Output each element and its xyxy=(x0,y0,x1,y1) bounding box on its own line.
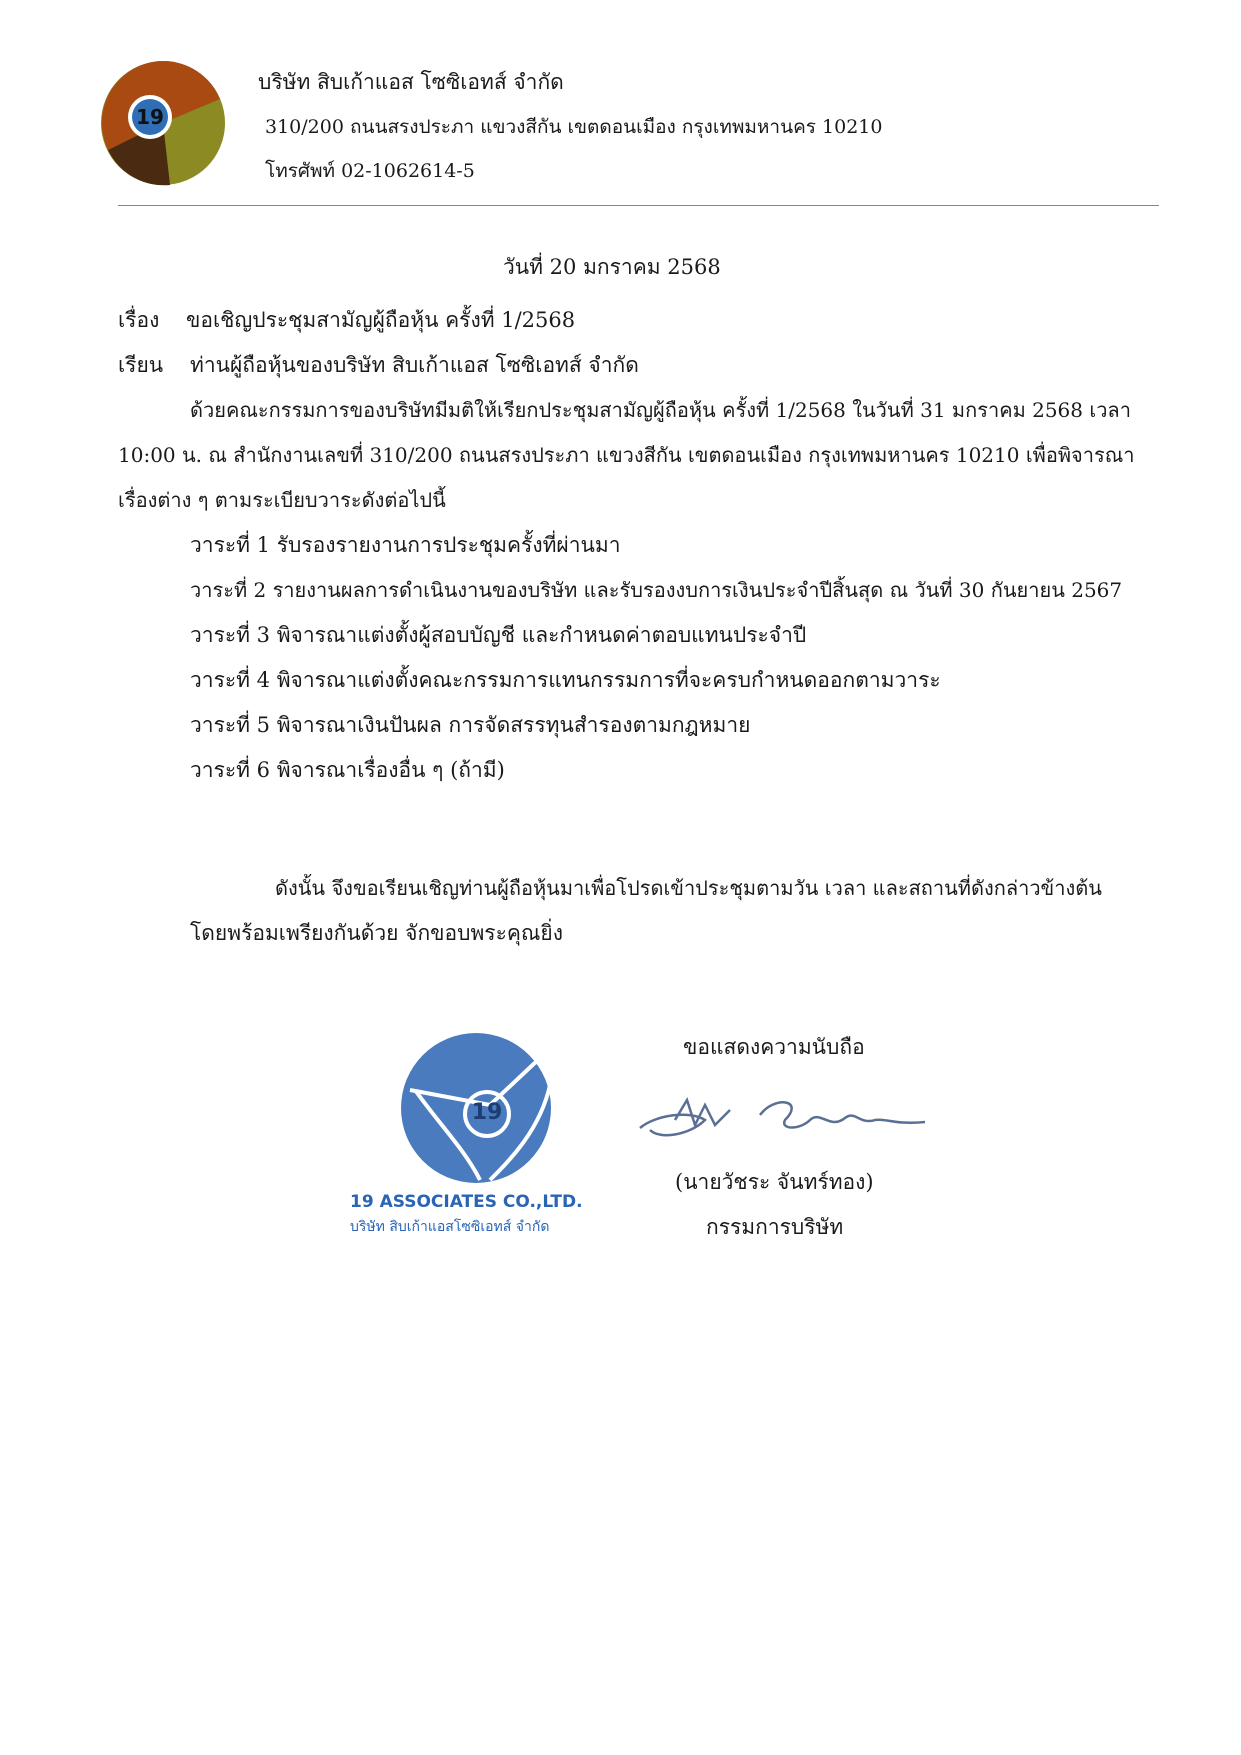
company-address: 310/200 ถนนสรงประภา แขวงสีกัน เขตดอนเมือง กรุงเทพมหานคร 10210 xyxy=(265,116,883,138)
stamp-name-en: 19 ASSOCIATES CO.,LTD. xyxy=(350,1192,583,1212)
company-phone: โทรศัพท์ 02-1062614-5 xyxy=(265,160,475,182)
body-line: ด้วยคณะกรรมการของบริษัทมีมติให้เรียกประชุมสามัญผู้ถือหุ้น ครั้งที่ 1/2568 ในวันที่ 31 มกราคม 2568 เวลา xyxy=(190,398,1131,422)
body-line: 10:00 น. ณ สำนักงานเลขที่ 310/200 ถนนสรงประภา แขวงสีกัน เขตดอนเมือง กรุงเทพมหานคร 10210 เพื่อพิจารณา xyxy=(118,443,1135,467)
agenda-item: วาระที่ 2 รายงานผลการดำเนินงานของบริษัท และรับรองงบการเงินประจำปีสิ้นสุด ณ วันที่ 30 กันยายน 2567 xyxy=(190,578,1123,602)
recipient-text: ท่านผู้ถือหุ้นของบริษัท สิบเก้าแอส โซซิเอทส์ จำกัด xyxy=(190,353,639,377)
agenda-item: วาระที่ 3 พิจารณาแต่งตั้งผู้สอบบัญชี และกำหนดค่าตอบแทนประจำปี xyxy=(190,623,807,647)
closing-line: ดังนั้น จึงขอเรียนเชิญท่านผู้ถือหุ้นมาเพื่อโปรดเข้าประชุมตามวัน เวลา และสถานที่ดังกล่าวข้างต้น xyxy=(275,876,1102,900)
agenda-item: วาระที่ 5 พิจารณาเงินปันผล การจัดสรรทุนสำรองตามกฎหมาย xyxy=(190,713,751,737)
company-stamp xyxy=(340,1030,610,1250)
subject-label: เรื่อง xyxy=(118,308,160,332)
closing-line: โดยพร้อมเพรียงกันด้วย จักขอบพระคุณยิ่ง xyxy=(190,921,563,945)
signer-title: กรรมการบริษัท xyxy=(706,1215,844,1239)
letter-date: วันที่ 20 มกราคม 2568 xyxy=(503,255,721,279)
body-line: เรื่องต่าง ๆ ตามระเบียบวาระดังต่อไปนี้ xyxy=(118,488,446,512)
signature xyxy=(635,1090,925,1155)
stamp-name-th: บริษัท สิบเก้าแอสโซซิเอทส์ จำกัด xyxy=(350,1219,550,1235)
signer-name: (นายวัชระ จันทร์ทอง) xyxy=(675,1170,874,1194)
logo-number: 19 xyxy=(136,105,164,129)
agenda-item: วาระที่ 1 รับรองรายงานการประชุมครั้งที่ผ่านมา xyxy=(190,533,621,557)
subject-text: ขอเชิญประชุมสามัญผู้ถือหุ้น ครั้งที่ 1/2568 xyxy=(186,308,576,332)
recipient-label: เรียน xyxy=(118,353,164,377)
regards: ขอแสดงความนับถือ xyxy=(683,1035,865,1059)
company-logo xyxy=(100,60,226,186)
agenda-item: วาระที่ 4 พิจารณาแต่งตั้งคณะกรรมการแทนกรรมการที่จะครบกำหนดออกตามวาระ xyxy=(190,668,941,692)
stamp-number: 19 xyxy=(471,1100,503,1125)
company-name: บริษัท สิบเก้าแอส โซซิเอทส์ จำกัด xyxy=(258,70,564,94)
agenda-item: วาระที่ 6 พิจารณาเรื่องอื่น ๆ (ถ้ามี) xyxy=(190,758,505,782)
header-divider xyxy=(118,205,1159,206)
